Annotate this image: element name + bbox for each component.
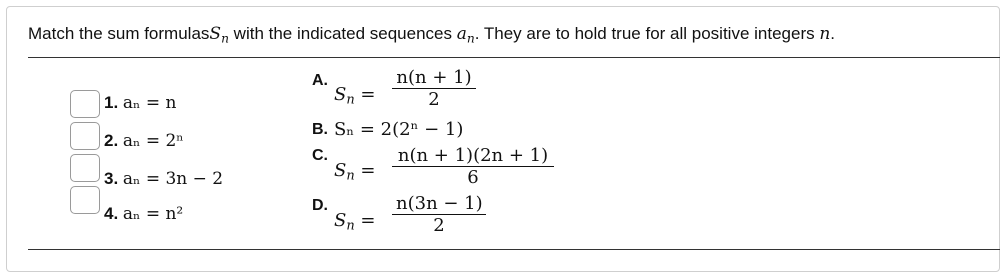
top-divider xyxy=(28,57,1000,58)
answer-box-3[interactable] xyxy=(70,154,100,182)
option-d-lhs: $S_n$ = xyxy=(334,210,376,234)
option-c-lhs: $S_n$ = xyxy=(334,160,376,184)
sequence-1: 1. aₙ = n xyxy=(104,93,177,113)
answer-box-2[interactable] xyxy=(70,122,100,150)
option-c-fraction: n(n + 1)(2n + 1) 6 xyxy=(392,145,554,188)
sequence-4: 4. aₙ = n² xyxy=(104,204,184,224)
option-a-letter: A. xyxy=(312,72,328,89)
sequence-3-formula: aₙ = 3n − 2 xyxy=(122,169,224,189)
bottom-divider xyxy=(28,249,1000,250)
option-a-lhs: $S_n$ = xyxy=(334,84,376,108)
option-d-fraction: n(3n − 1) 2 xyxy=(392,193,486,236)
option-b-letter: B. xyxy=(312,121,328,138)
sequence-1-formula: aₙ = n xyxy=(122,93,177,113)
answer-box-1[interactable] xyxy=(70,90,100,118)
sequence-4-formula: aₙ = n² xyxy=(122,204,184,224)
question-instruction: Match the sum formulasS$_n$ with the indicated sequences $a_n$. They are to hold true for all positive integers n. xyxy=(28,24,836,46)
option-b-formula: Sₙ = 2(2ⁿ − 1) xyxy=(334,119,464,140)
sequence-2-formula: aₙ = 2ⁿ xyxy=(122,131,184,151)
option-c-letter: C. xyxy=(312,147,328,164)
answer-box-4[interactable] xyxy=(70,186,100,214)
sequence-3: 3. aₙ = 3n − 2 xyxy=(104,169,224,189)
sequence-2: 2. aₙ = 2ⁿ xyxy=(104,131,184,151)
option-d-letter: D. xyxy=(312,197,328,214)
option-a-fraction: n(n + 1) 2 xyxy=(392,67,476,110)
